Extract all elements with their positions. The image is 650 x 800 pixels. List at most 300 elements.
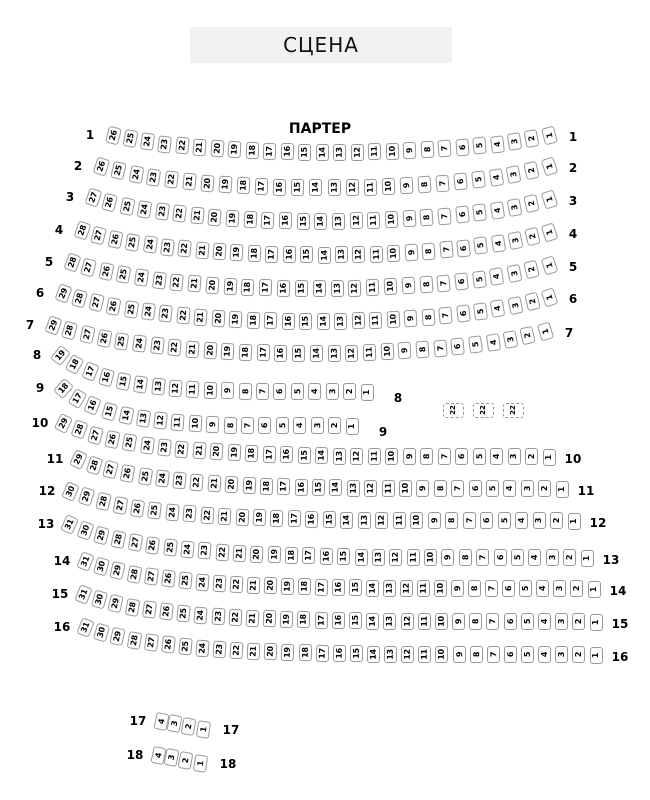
seat[interactable] xyxy=(401,646,414,663)
seat[interactable] xyxy=(164,170,179,188)
seat[interactable] xyxy=(142,236,157,255)
seat[interactable] xyxy=(246,576,260,594)
seat[interactable] xyxy=(386,143,400,160)
seat[interactable] xyxy=(435,174,449,192)
seat[interactable] xyxy=(435,646,448,663)
seat[interactable] xyxy=(568,513,581,530)
seat[interactable] xyxy=(258,417,271,434)
seat[interactable] xyxy=(555,613,568,630)
seat[interactable] xyxy=(590,614,603,631)
seat[interactable] xyxy=(572,646,585,663)
seat[interactable] xyxy=(247,245,261,263)
seat[interactable] xyxy=(178,751,194,770)
seat[interactable] xyxy=(403,448,416,465)
seat[interactable] xyxy=(140,436,155,455)
seat[interactable] xyxy=(280,578,294,595)
seat[interactable] xyxy=(151,377,166,395)
seat[interactable] xyxy=(211,309,225,327)
seat[interactable] xyxy=(419,276,433,294)
seat[interactable] xyxy=(422,242,436,260)
seat[interactable] xyxy=(295,280,308,297)
seat[interactable] xyxy=(349,579,362,596)
seat[interactable] xyxy=(327,179,340,196)
seat[interactable] xyxy=(407,549,420,566)
seat[interactable] xyxy=(95,492,112,512)
seat[interactable] xyxy=(71,288,88,308)
seat[interactable] xyxy=(473,448,486,465)
seat[interactable] xyxy=(127,631,143,650)
seat[interactable] xyxy=(451,338,466,356)
seat[interactable] xyxy=(334,312,347,329)
seat[interactable] xyxy=(128,165,144,184)
seat[interactable] xyxy=(541,125,558,145)
seat[interactable] xyxy=(69,449,88,470)
seat[interactable] xyxy=(210,140,224,158)
seat[interactable] xyxy=(369,311,383,328)
seat[interactable] xyxy=(264,643,278,660)
seat[interactable] xyxy=(380,343,394,361)
seat[interactable] xyxy=(250,545,264,563)
seat[interactable] xyxy=(108,229,124,248)
seat[interactable] xyxy=(494,549,507,566)
seat[interactable] xyxy=(147,501,162,519)
seat[interactable] xyxy=(178,572,193,590)
seat[interactable] xyxy=(472,137,487,155)
seat[interactable] xyxy=(315,645,328,662)
seat[interactable] xyxy=(490,448,503,465)
seat[interactable] xyxy=(340,511,353,528)
seat[interactable] xyxy=(538,480,551,497)
seat[interactable] xyxy=(507,132,522,151)
seat[interactable] xyxy=(192,442,206,460)
seat[interactable] xyxy=(157,135,172,153)
seat[interactable] xyxy=(315,447,328,464)
seat[interactable] xyxy=(384,646,397,663)
seat[interactable] xyxy=(219,176,233,194)
seat[interactable] xyxy=(401,277,415,295)
seat[interactable] xyxy=(472,270,487,289)
seat[interactable] xyxy=(110,161,127,181)
seat[interactable] xyxy=(438,306,453,324)
seat[interactable] xyxy=(393,512,406,529)
seat[interactable] xyxy=(487,646,500,663)
seat[interactable] xyxy=(418,613,431,630)
seat[interactable] xyxy=(274,345,287,362)
seat[interactable] xyxy=(399,177,413,195)
seat[interactable] xyxy=(159,603,174,621)
seat[interactable] xyxy=(280,446,293,463)
seat[interactable] xyxy=(229,575,243,593)
seat[interactable] xyxy=(439,241,453,259)
seat[interactable] xyxy=(420,209,434,227)
seat[interactable] xyxy=(213,640,227,658)
seat[interactable] xyxy=(398,342,412,360)
seat[interactable] xyxy=(235,508,249,526)
seat[interactable] xyxy=(255,178,269,196)
seat[interactable] xyxy=(246,311,260,328)
seat[interactable] xyxy=(161,570,176,588)
seat[interactable] xyxy=(283,246,296,263)
seat[interactable] xyxy=(73,220,91,240)
seat[interactable] xyxy=(451,580,464,597)
seat[interactable] xyxy=(489,267,504,286)
seat[interactable] xyxy=(469,613,482,630)
seat[interactable] xyxy=(85,455,103,475)
seat[interactable] xyxy=(245,445,259,463)
seat[interactable] xyxy=(417,176,431,194)
seat[interactable] xyxy=(123,300,138,319)
seat[interactable] xyxy=(105,430,121,449)
seat[interactable] xyxy=(260,477,274,494)
seat[interactable] xyxy=(195,241,209,259)
seat[interactable] xyxy=(490,234,505,253)
seat[interactable] xyxy=(59,514,78,535)
seat[interactable] xyxy=(211,607,225,625)
seat[interactable] xyxy=(473,237,488,256)
seat[interactable] xyxy=(241,417,254,434)
seat[interactable] xyxy=(385,448,398,465)
seat[interactable] xyxy=(364,480,377,497)
seat[interactable] xyxy=(470,646,483,663)
seat[interactable] xyxy=(424,549,437,566)
seat[interactable] xyxy=(524,260,541,280)
seat[interactable] xyxy=(400,580,413,597)
seat[interactable] xyxy=(323,511,336,528)
seat[interactable] xyxy=(87,425,104,445)
seat[interactable] xyxy=(88,293,104,312)
seat[interactable] xyxy=(125,598,141,617)
seat[interactable] xyxy=(540,255,558,275)
seat[interactable] xyxy=(468,335,483,353)
seat[interactable] xyxy=(417,580,430,597)
seat[interactable] xyxy=(158,305,173,323)
seat[interactable] xyxy=(175,440,190,458)
seat[interactable] xyxy=(288,510,301,527)
seat[interactable] xyxy=(382,480,395,497)
seat[interactable] xyxy=(402,210,416,228)
seat[interactable] xyxy=(110,627,126,646)
seat[interactable] xyxy=(78,487,95,507)
seat[interactable] xyxy=(262,446,276,463)
seat[interactable] xyxy=(435,613,448,630)
seat[interactable] xyxy=(242,477,256,495)
seat[interactable] xyxy=(103,460,120,480)
seat[interactable] xyxy=(256,344,269,361)
seat[interactable] xyxy=(122,433,138,452)
seat[interactable] xyxy=(298,644,311,661)
seat[interactable] xyxy=(330,280,343,297)
seat[interactable] xyxy=(386,310,400,328)
seat[interactable] xyxy=(229,310,243,328)
seat[interactable] xyxy=(263,577,277,594)
seat[interactable] xyxy=(137,467,152,486)
seat[interactable] xyxy=(105,125,122,145)
seat[interactable] xyxy=(399,480,412,497)
seat[interactable] xyxy=(506,264,522,283)
seat[interactable] xyxy=(490,299,506,318)
seat[interactable] xyxy=(486,480,499,497)
seat[interactable] xyxy=(400,613,413,630)
seat[interactable] xyxy=(84,187,102,207)
seat[interactable] xyxy=(215,543,229,561)
seat[interactable] xyxy=(428,512,441,529)
seat[interactable] xyxy=(53,412,72,433)
seat[interactable] xyxy=(238,383,251,400)
seat[interactable] xyxy=(546,549,559,566)
seat[interactable] xyxy=(70,420,88,440)
seat[interactable] xyxy=(540,222,558,242)
seat[interactable] xyxy=(556,481,569,498)
seat[interactable] xyxy=(230,244,244,262)
seat[interactable] xyxy=(194,606,208,624)
seat[interactable] xyxy=(473,302,488,321)
seat[interactable] xyxy=(237,177,251,195)
seat[interactable] xyxy=(114,332,129,351)
seat[interactable] xyxy=(538,646,551,663)
seat[interactable] xyxy=(128,533,144,552)
seat[interactable] xyxy=(80,257,97,277)
seat[interactable] xyxy=(285,547,299,564)
seat[interactable] xyxy=(223,416,236,433)
seat[interactable] xyxy=(230,641,244,659)
seat[interactable] xyxy=(332,447,345,464)
seat[interactable] xyxy=(264,312,277,329)
seat[interactable] xyxy=(110,530,126,549)
seat[interactable] xyxy=(200,506,214,524)
seat[interactable] xyxy=(63,252,81,272)
seat[interactable] xyxy=(212,243,226,261)
seat[interactable] xyxy=(347,480,360,497)
wheelchair-seat[interactable] xyxy=(443,403,464,418)
seat[interactable] xyxy=(434,580,447,597)
seat[interactable] xyxy=(438,140,452,158)
seat[interactable] xyxy=(367,646,380,663)
seat[interactable] xyxy=(524,292,541,312)
seat[interactable] xyxy=(171,413,185,431)
seat[interactable] xyxy=(186,380,200,398)
seat[interactable] xyxy=(536,580,549,597)
seat[interactable] xyxy=(76,617,94,638)
seat[interactable] xyxy=(366,613,379,630)
seat[interactable] xyxy=(246,609,260,627)
seat[interactable] xyxy=(208,208,222,226)
seat[interactable] xyxy=(294,479,307,496)
seat[interactable] xyxy=(195,639,209,657)
seat[interactable] xyxy=(490,135,505,153)
seat[interactable] xyxy=(488,168,503,187)
seat[interactable] xyxy=(555,646,568,663)
seat[interactable] xyxy=(227,444,241,462)
seat[interactable] xyxy=(337,548,350,565)
seat[interactable] xyxy=(299,313,312,330)
seat[interactable] xyxy=(350,212,363,229)
seat[interactable] xyxy=(185,340,199,358)
seat[interactable] xyxy=(142,600,157,619)
seat[interactable] xyxy=(195,573,209,591)
seat[interactable] xyxy=(332,579,345,596)
seat[interactable] xyxy=(81,362,99,383)
seat[interactable] xyxy=(61,321,78,341)
seat[interactable] xyxy=(521,646,534,663)
seat[interactable] xyxy=(504,613,517,630)
seat[interactable] xyxy=(210,443,224,461)
seat[interactable] xyxy=(256,383,269,400)
seat[interactable] xyxy=(243,211,257,229)
seat[interactable] xyxy=(590,647,603,664)
seat[interactable] xyxy=(332,213,345,230)
seat[interactable] xyxy=(132,334,147,353)
seat[interactable] xyxy=(314,612,327,629)
seat[interactable] xyxy=(570,580,583,597)
seat[interactable] xyxy=(172,205,187,223)
seat[interactable] xyxy=(154,202,169,221)
seat[interactable] xyxy=(476,549,489,566)
seat[interactable] xyxy=(130,499,145,518)
seat[interactable] xyxy=(175,137,190,155)
seat[interactable] xyxy=(187,275,201,293)
seat[interactable] xyxy=(361,384,374,401)
seat[interactable] xyxy=(161,636,176,654)
seat[interactable] xyxy=(205,276,219,294)
seat[interactable] xyxy=(160,238,175,256)
seat[interactable] xyxy=(421,308,435,326)
seat[interactable] xyxy=(194,308,208,326)
seat[interactable] xyxy=(540,156,558,176)
wheelchair-seat[interactable] xyxy=(473,403,494,418)
seat[interactable] xyxy=(140,132,155,151)
seat[interactable] xyxy=(485,580,498,597)
seat[interactable] xyxy=(363,178,376,195)
seat[interactable] xyxy=(203,341,217,359)
seat[interactable] xyxy=(137,200,153,219)
seat[interactable] xyxy=(119,196,135,215)
seat[interactable] xyxy=(480,512,493,529)
seat[interactable] xyxy=(326,383,339,400)
seat[interactable] xyxy=(150,337,165,355)
seat[interactable] xyxy=(375,512,388,529)
seat[interactable] xyxy=(533,512,546,529)
seat[interactable] xyxy=(183,505,197,523)
seat[interactable] xyxy=(279,212,292,229)
seat[interactable] xyxy=(157,438,172,456)
seat[interactable] xyxy=(261,211,275,228)
seat[interactable] xyxy=(317,313,330,330)
seat[interactable] xyxy=(277,280,290,297)
seat[interactable] xyxy=(389,549,402,566)
seat[interactable] xyxy=(536,321,554,341)
seat[interactable] xyxy=(498,512,511,529)
seat[interactable] xyxy=(543,449,556,466)
seat[interactable] xyxy=(221,343,235,361)
seat[interactable] xyxy=(384,278,398,296)
seat[interactable] xyxy=(253,509,267,526)
seat[interactable] xyxy=(91,590,108,610)
seat[interactable] xyxy=(79,325,95,344)
seat[interactable] xyxy=(403,142,417,160)
seat[interactable] xyxy=(225,476,239,494)
seat[interactable] xyxy=(363,344,377,361)
seat[interactable] xyxy=(180,540,195,558)
seat[interactable] xyxy=(372,549,385,566)
seat[interactable] xyxy=(437,274,451,292)
seat[interactable] xyxy=(83,396,101,417)
seat[interactable] xyxy=(520,326,537,346)
seat[interactable] xyxy=(297,213,310,230)
seat[interactable] xyxy=(225,210,239,228)
seat[interactable] xyxy=(232,544,246,562)
seat[interactable] xyxy=(270,510,284,527)
seat[interactable] xyxy=(190,473,204,491)
seat[interactable] xyxy=(453,173,468,191)
seat[interactable] xyxy=(76,520,94,540)
seat[interactable] xyxy=(525,448,538,465)
seat[interactable] xyxy=(74,584,92,605)
seat[interactable] xyxy=(354,548,367,565)
seat[interactable] xyxy=(102,192,119,212)
seat[interactable] xyxy=(267,546,281,563)
seat[interactable] xyxy=(333,144,346,161)
seat[interactable] xyxy=(504,646,517,663)
seat[interactable] xyxy=(453,646,466,663)
seat[interactable] xyxy=(472,204,487,222)
seat[interactable] xyxy=(280,143,293,160)
seat[interactable] xyxy=(471,170,486,188)
seat[interactable] xyxy=(218,507,232,525)
seat[interactable] xyxy=(282,312,295,329)
seat[interactable] xyxy=(315,579,328,596)
seat[interactable] xyxy=(452,613,465,630)
seat[interactable] xyxy=(168,379,182,397)
seat[interactable] xyxy=(291,383,304,400)
seat[interactable] xyxy=(228,141,242,159)
seat[interactable] xyxy=(503,480,516,497)
seat[interactable] xyxy=(61,481,80,502)
seat[interactable] xyxy=(292,345,305,362)
seat[interactable] xyxy=(206,416,220,434)
seat[interactable] xyxy=(320,548,333,565)
seat[interactable] xyxy=(383,580,396,597)
seat[interactable] xyxy=(328,417,341,434)
seat[interactable] xyxy=(572,613,585,630)
seat[interactable] xyxy=(333,645,346,662)
seat[interactable] xyxy=(519,580,532,597)
seat[interactable] xyxy=(540,189,558,209)
seat[interactable] xyxy=(420,448,433,465)
seat[interactable] xyxy=(433,339,447,357)
seat[interactable] xyxy=(155,469,170,487)
seat[interactable] xyxy=(98,262,114,281)
seat[interactable] xyxy=(309,179,322,196)
seat[interactable] xyxy=(144,633,159,652)
seat[interactable] xyxy=(418,646,431,663)
seat[interactable] xyxy=(298,143,311,160)
seat[interactable] xyxy=(93,557,110,577)
seat[interactable] xyxy=(456,239,471,257)
wheelchair-seat[interactable] xyxy=(503,403,524,418)
seat[interactable] xyxy=(108,594,124,613)
seat[interactable] xyxy=(506,165,522,184)
seat[interactable] xyxy=(311,417,324,434)
seat[interactable] xyxy=(281,644,295,661)
seat[interactable] xyxy=(76,551,94,572)
seat[interactable] xyxy=(120,464,136,483)
seat[interactable] xyxy=(203,381,217,399)
seat[interactable] xyxy=(241,278,255,296)
seat[interactable] xyxy=(280,611,294,628)
seat[interactable] xyxy=(437,207,451,225)
seat[interactable] xyxy=(352,246,365,263)
seat[interactable] xyxy=(297,578,310,595)
